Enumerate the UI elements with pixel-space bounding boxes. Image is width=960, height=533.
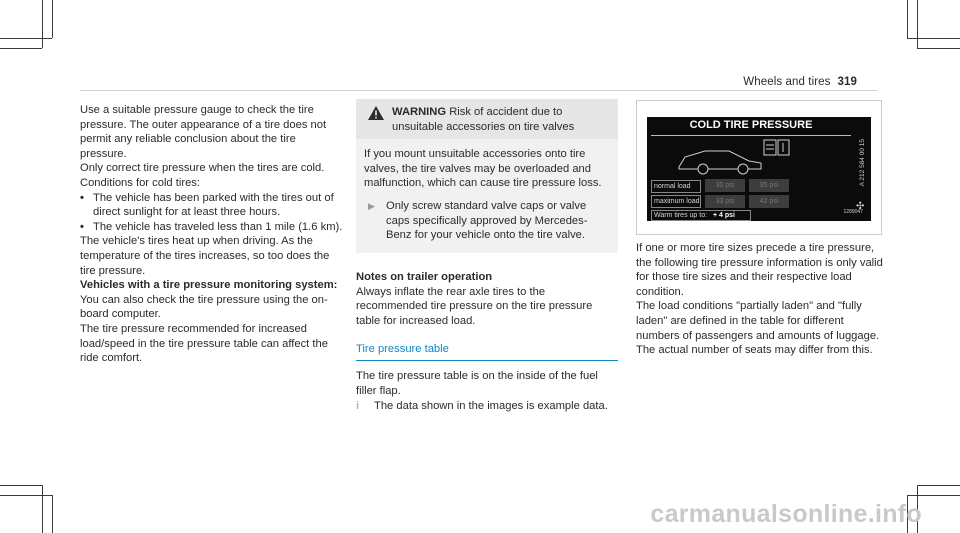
bullet-icon: • bbox=[80, 220, 84, 233]
luggage-icon bbox=[763, 139, 791, 157]
car-icon bbox=[677, 139, 767, 175]
crop-mark bbox=[917, 0, 918, 48]
crop-mark bbox=[907, 495, 960, 496]
subsection-heading-block bbox=[356, 342, 618, 361]
note bbox=[356, 399, 618, 414]
figure-code: 1289047 bbox=[843, 209, 863, 215]
paragraph-text: You can also check the tire pressure using the on-board computer. bbox=[80, 293, 328, 321]
warning-header bbox=[356, 99, 618, 139]
crop-mark bbox=[0, 38, 52, 39]
header-rule bbox=[80, 90, 877, 91]
warm-tires-value: + 4 psi bbox=[712, 212, 735, 219]
paragraph: Only correct tire pressure when the tires are cold. Conditions for cold tires: bbox=[80, 162, 325, 189]
warning-title: WARNING bbox=[392, 106, 447, 118]
pressure-value: 30 psi bbox=[705, 179, 745, 192]
pressure-value: 33 psi bbox=[705, 195, 745, 208]
warning-description: If you mount unsuitable accessories onto tire valves, the tire valves may be overloaded and malfunction, which can cause tire pressure loss. bbox=[364, 148, 602, 190]
mercedes-star-icon: ✣ bbox=[856, 201, 865, 212]
crop-mark bbox=[0, 485, 42, 486]
column-1 bbox=[80, 103, 345, 366]
tire-pressure-placard bbox=[647, 117, 871, 221]
crop-mark bbox=[52, 495, 53, 533]
warm-tires-row bbox=[651, 210, 751, 221]
watermark: carmanualsonline.info bbox=[650, 500, 922, 528]
paragraph: Use a suitable pressure gauge to check the tire pressure. The outer appearance of a tire does not permit any reliable conclusion about the tire pressure. bbox=[80, 104, 327, 160]
bullet-item bbox=[80, 191, 345, 220]
title-rule bbox=[651, 135, 851, 136]
section-title: Wheels and tires bbox=[743, 76, 831, 88]
bold-lead: Vehicles with a tire pressure monitoring system: bbox=[80, 279, 338, 292]
paragraph bbox=[80, 278, 345, 322]
crop-mark bbox=[0, 48, 42, 49]
warning-action bbox=[364, 199, 610, 243]
part-number: A 212 584 00 15 bbox=[859, 139, 866, 187]
crop-mark bbox=[0, 495, 52, 496]
placard-title: COLD TIRE PRESSURE bbox=[689, 119, 813, 131]
arrow-icon: ▶ bbox=[368, 200, 375, 211]
page-header bbox=[743, 76, 857, 88]
warning-action-text: Only screw standard valve caps or valve caps specifically approved by Mercedes-Benz for your vehicle onto the tire valve. bbox=[386, 199, 588, 242]
warm-tires-label: Warm tires up to: bbox=[654, 212, 708, 219]
crop-mark bbox=[52, 0, 53, 38]
heading-rule bbox=[356, 360, 618, 361]
warning-text bbox=[392, 105, 610, 134]
row-label-normal: normal load bbox=[651, 180, 701, 193]
crop-mark bbox=[42, 485, 43, 533]
warning-body bbox=[356, 139, 618, 253]
crop-mark bbox=[907, 0, 908, 38]
bullet-item bbox=[80, 220, 345, 235]
crop-mark bbox=[42, 0, 43, 48]
bullet-icon: • bbox=[80, 191, 84, 204]
section-heading: Notes on trailer operation bbox=[356, 271, 493, 283]
page-number: 319 bbox=[837, 76, 857, 88]
info-icon: i bbox=[356, 400, 360, 413]
warning-headline: Risk of accident due to unsuitable accessories on tire valves bbox=[392, 106, 575, 133]
column-2 bbox=[356, 270, 618, 414]
row-label-maximum: maximum load bbox=[651, 195, 701, 208]
paragraph: If one or more tire sizes precede a tire pressure, the following tire pressure information is only valid for those tire sizes and their respective load condition. bbox=[636, 242, 883, 298]
warning-box bbox=[356, 99, 618, 267]
tire-pressure-figure bbox=[636, 100, 882, 235]
bullet-text: The vehicle has traveled less than 1 mile (1.6 km). bbox=[93, 220, 343, 233]
crop-mark bbox=[917, 48, 960, 49]
paragraph: The tire pressure recommended for increased load/speed in the tire pressure table can affect the ride comfort. bbox=[80, 322, 328, 365]
paragraph: The vehicle's tires heat up when driving. As the temperature of the tires increases, so too does the tire pressure. bbox=[80, 235, 330, 277]
paragraph: Always inflate the rear axle tires to the recommended tire pressure on the tire pressure table for increased load. bbox=[356, 285, 593, 327]
pressure-value: 42 psi bbox=[749, 195, 789, 208]
bullet-text: The vehicle has been parked with the tires out of direct sunlight for at least three hours. bbox=[93, 191, 334, 219]
subsection-heading: Tire pressure table bbox=[356, 343, 449, 356]
column-3 bbox=[636, 241, 886, 358]
warning-icon bbox=[368, 106, 384, 120]
pressure-value: 35 psi bbox=[749, 179, 789, 192]
paragraph: The load conditions "partially laden" and "fully laden" are defined in the table for different numbers of passengers and amounts of luggage. The actual number of seats may differ from this. bbox=[636, 300, 880, 357]
paragraph: The tire pressure table is on the inside of the fuel filler flap. bbox=[356, 369, 598, 397]
note-text: The data shown in the images is example data. bbox=[374, 400, 608, 413]
crop-mark bbox=[917, 485, 960, 486]
crop-mark bbox=[907, 38, 960, 39]
